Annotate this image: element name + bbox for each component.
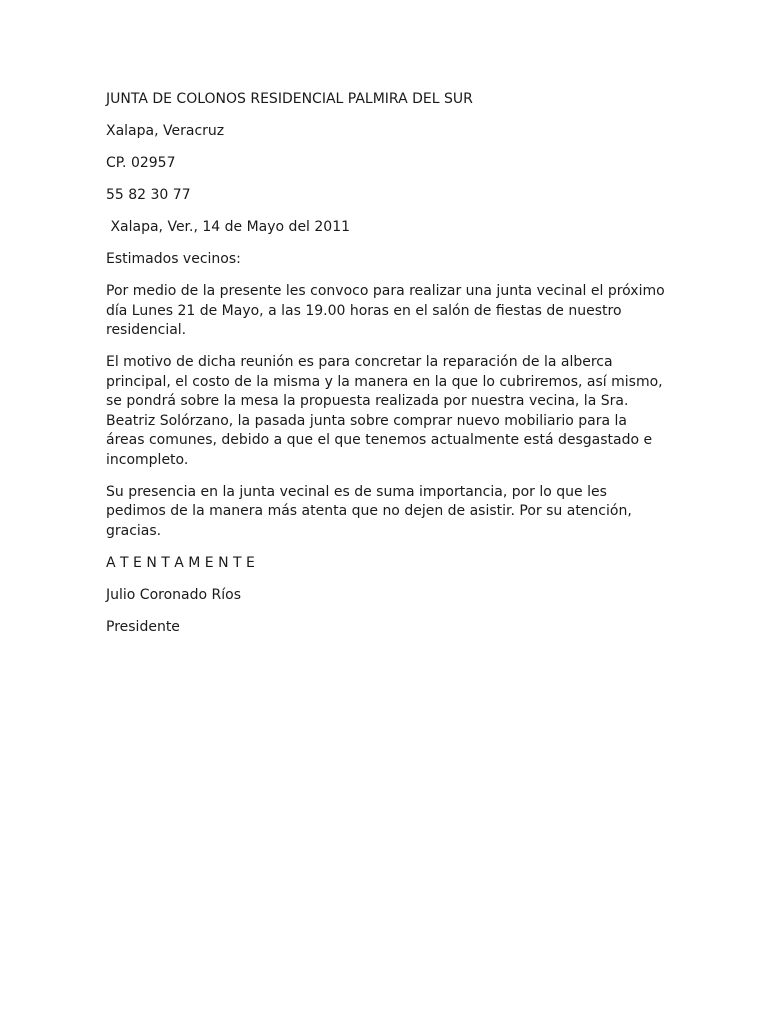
salutation: Estimados vecinos: [106,251,241,267]
signer-name: Julio Coronado Ríos [106,586,241,603]
phone-line: 55 82 30 77 [106,187,191,203]
paragraph-invitation: Por medio de la presente les convoco para realizar una junta vecinal el próximo día Lunes 21 de Mayo, a las 19.00 horas en el salón de fiestas de nuestro residencial. [106,283,665,338]
paragraph-attendance: Su presencia en la junta vecinal es de suma importancia, por lo que les pedimos de la manera más atenta que no dejen de asistir. Por su atención, gracias. [106,483,632,539]
signer-title: Presidente [106,618,180,635]
letter-body [106,90,666,650]
date-line: Xalapa, Ver., 14 de Mayo del 2011 [106,219,351,235]
organization-name: JUNTA DE COLONOS RESIDENCIAL PALMIRA DEL SUR [106,91,473,107]
postal-code-line: CP. 02957 [106,155,176,171]
paragraph-motive: El motivo de dicha reunión es para concretar la reparación de la alberca principal, el costo de la misma y la manera en la que lo cubriremos, así mismo, se pondrá sobre la mesa la propuesta realizada por nuestra vecina, la Sra. Beatriz Solórzano, la pasada junta sobre comprar nuevo mobiliario para la áreas comunes, debido a que el que tenemos actualmente está desgastado e incompleto. [106,354,663,468]
closing-line: A T E N T A M E N T E [106,554,255,571]
city-line: Xalapa, Veracruz [106,123,225,139]
